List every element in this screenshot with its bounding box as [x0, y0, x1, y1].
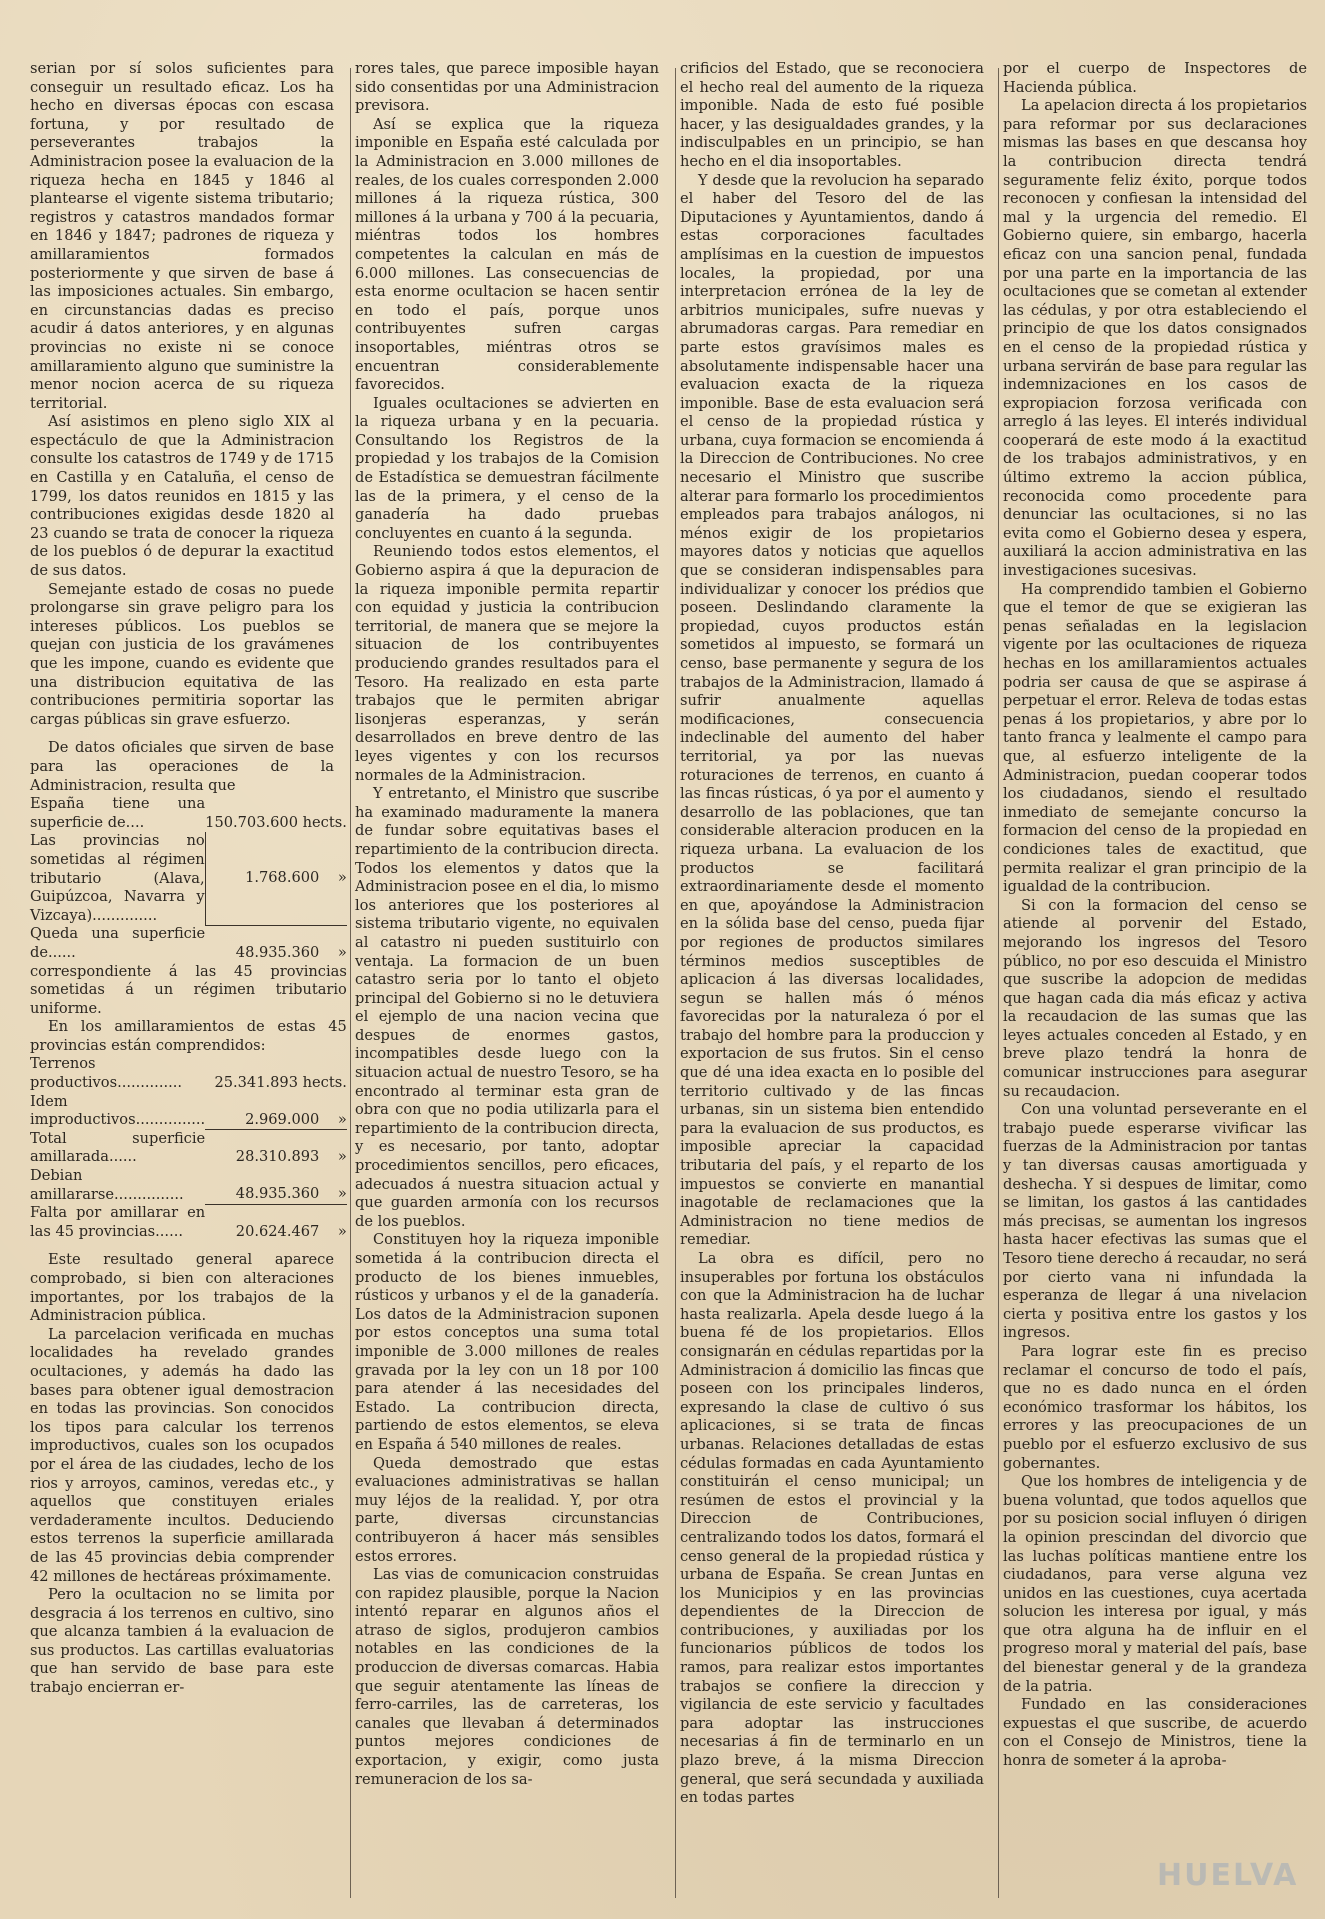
paragraph: Iguales ocultaciones se advierten en la riqueza urbana y en la pecuaria. Consultando los Registros de la propiedad y los trabajos de la Comision de Estadística se demuestran fácilmente las de la primera, y el censo de la ganadería ha dado pruebas concluyentes en cuanto á la segunda. [355, 394, 659, 542]
paragraph: Semejante estado de cosas no puede prolongarse sin grave peligro para los intereses públicos. Los pueblos se quejan con justicia de los gravámenes que les impone, cuando es evidente que una distribucion equitativa de las contribuciones permitiria soportar las cargas públicas sin grave esfuerzo. [30, 580, 334, 728]
stats-row [30, 795, 347, 832]
stats-label: Queda una superficie de...... [30, 925, 206, 961]
paragraph: Este resultado general aparece comprobado, si bien con alteraciones importantes, por los trabajos de la Administracion pública. [30, 1251, 334, 1325]
stats-intro: En los amillaramientos de estas 45 provincias están comprendidos: [30, 1018, 347, 1054]
paragraph: La apelacion directa á los propietarios para reformar por sus declaraciones mismas las bases en que descansa hoy la contribucion directa tendrá seguramente feliz éxito, porque todos reconocen y confiesan la intensidad del mal y la urgencia del remedio. El Gobierno quiere, sin embargo, hacerla eficaz con una sancion penal, fundada por una parte en la importancia de las ocultaciones que se cometan al extender las cédulas, y por otra estableciendo el principio de que los datos consignados en el censo de la propiedad rústica y urbana servirán de base para regular las indemnizaciones en los casos de expropiacion forzosa verificada con arreglo á las leyes. El interés individual cooperará de este modo á la exactitud de los trabajos administrativos, y en último extremo la accion pública, reconocida como procedente para denunciar las ocultaciones, si no las evita como el Gobierno desea y espera, auxiliará la accion administrativa en las investigaciones sucesivas. [1003, 97, 1307, 580]
stats-value: 150.703.600 hects. [205, 813, 347, 831]
paragraph: Queda demostrado que estas evaluaciones administrativas se hallan muy léjos de la realidad. Y, por otra parte, diversas circunstancias contribuyeron á hacer más sensibles estos errores. [355, 1454, 659, 1565]
column-rule [998, 68, 999, 1898]
column-rule [675, 68, 676, 1898]
paragraph: Ha comprendido tambien el Gobierno que el temor de que se exigieran las penas señaladas en la legislacion vigente por las ocultaciones de riqueza hechas en los amillaramientos actuales podria ser causa de que se aspirase á perpetuar el error. Releva de todas estas penas á los propietarios, y abre por lo tanto franca y lealmente el campo para que, al esfuerzo inteligente de la Administracion, puedan cooperar todos los ciudadanos, siendo el resultado inmediato de semejante concurso la formacion del censo de la propiedad en condiciones tales de exactitud, que permita realizar el gran principio de la igualdad de la contribucion. [1003, 580, 1307, 896]
stats-row [30, 832, 347, 925]
paragraph: Que los hombres de inteligencia y de buena voluntad, que todos aquellos que por su posicion social influyen ó dirigen la opinion prescindan del divorcio que las luchas políticas mantiene entre los ciudadanos, para verse alguna vez unidos en las cuestiones, cuya acertada solucion les interesa por igual, y más que otra alguna ha de influir en el progreso moral y material del país, base del bienestar general y de la grandeza de la patria. [1003, 1473, 1307, 1695]
stats-value: 28.310.893 [235, 1148, 320, 1166]
stats-value: 2.969.000 [245, 1110, 320, 1128]
stats-label: Falta por amillarar en las 45 provincias...... [30, 1204, 206, 1240]
library-watermark: HUELVA [1157, 1858, 1299, 1893]
stats-label: Terrenos productivos.............. [30, 1055, 183, 1092]
paragraph: rores tales, que parece imposible hayan sido consentidas por una Administracion previsora. [355, 60, 659, 115]
paragraph: Para lograr este fin es preciso reclamar el concurso de todo el país, que no es dado nunca en el órden económico trasformar los hábitos, los errores y las preocupaciones de un pueblo por el esfuerzo exclusivo de sus gobernantes. [1003, 1342, 1307, 1472]
column-4 [1003, 60, 1307, 1910]
stats-label: España tiene una superficie de.... [30, 795, 206, 831]
paragraph: De datos oficiales que sirven de base para las operaciones de la Administracion, resulta que [30, 739, 334, 794]
stats-row [30, 1093, 347, 1130]
paragraph: Fundado en las consideraciones expuestas el que suscribe, de acuerdo con el Consejo de Ministros, tiene la honra de someter á la aproba- [1003, 1696, 1307, 1770]
stats-value: 48.935.360 [235, 943, 320, 961]
paragraph: por el cuerpo de Inspectores de Hacienda pública. [1003, 60, 1307, 96]
stats-value: 25.341.893 hects. [214, 1074, 347, 1092]
ditto-mark: » [337, 943, 347, 961]
stats-label: Debian amillararse............... [30, 1167, 184, 1203]
stats-row [30, 925, 347, 962]
paragraph: crificios del Estado, que se reconociera el hecho real del aumento de la riqueza imponible. Nada de esto fué posible hacer, y las desigualdades grandes, y la indisculpables en un principio, se han hecho en el dia insoportables. [680, 60, 984, 170]
paragraph: Las vias de comunicacion construidas con rapidez plausible, porque la Nacion intentó reparar en algunos años el atraso de siglos, produjeron cambios notables en las condiciones de la produccion de diversas comarcas. Habia que seguir atentamente las líneas de ferro-carriles, las de carreteras, los canales que llevaban á determinados puntos mejores condiciones de exportacion, y exigir, como justa remuneracion de los sa- [355, 1566, 659, 1788]
stats-row [30, 1130, 347, 1167]
paragraph: Así se explica que la riqueza imponible en España esté calculada por la Administracion en 3.000 millones de reales, de los cuales corresponden 2.000 millones á la riqueza rústica, 300 millones á la urbana y 700 á la pecuaria, miéntras todos los hombres competentes la calculan en más de 6.000 millones. Las consecuencias de esta enorme ocultacion se hacen sentir en todo el país, porque unos contribuyentes sufren cargas insoportables, miéntras otros se encuentran considerablemente favorecidos. [355, 115, 659, 394]
newspaper-page [20, 60, 1308, 1910]
ditto-mark: » [337, 1185, 347, 1203]
stats-row [30, 1055, 347, 1092]
stats-row [30, 1204, 347, 1241]
stats-label: Idem improductivos............... [30, 1092, 206, 1129]
column-2 [355, 60, 659, 1910]
stats-row [30, 1167, 347, 1204]
ditto-mark: » [337, 1222, 347, 1240]
stats-label: Total superficie amillarada...... [30, 1129, 206, 1166]
paragraph: Y entretanto, el Ministro que suscribe ha examinado maduramente la manera de fundar sobre equitativas bases el repartimiento de la contribucion directa. Todos los elementos y datos que la Administracion posee en el dia, lo mismo los anteriores que los posteriores al sistema tributario vigente, no equivalen al catastro ni pueden sustituirlo con ventaja. La formacion de un buen catastro seria por lo tanto el objeto principal del Gobierno si no le detuviera el ejemplo de una nacion vecina que despues de enormes gastos, incompatibles desde luego con la situacion actual de nuestro Tesoro, se ha encontrado al terminar esta gran de obra con que no podia utilizarla para el repartimiento de la contribucion directa, y es necesario, por tanto, adoptar procedimientos sencillos, pero eficaces, adecuados á nuestra situacion actual y que guarden armonía con los recursos de los pueblos. [355, 785, 659, 1230]
paragraph: Si con la formacion del censo se atiende al porvenir del Estado, mejorando los ingresos del Tesoro público, no por eso descuida el Ministro que suscribe la adopcion de medidas que hagan cada dia más eficaz y activa la recaudacion de las sumas que las leyes actuales conceden al Estado, y en breve plazo tendrá la honra de comunicar instrucciones para asegurar su recaudacion. [1003, 896, 1307, 1100]
ditto-mark: » [337, 1148, 347, 1166]
stats-value: 1.768.600 [245, 869, 320, 887]
ditto-mark: » [337, 869, 347, 887]
paragraph: La obra es difícil, pero no insuperables por fortuna los obstáculos con que la Administracion ha de luchar hasta realizarla. Apela desde luego á la buena fé de los propietarios. Ellos consignarán en cédulas repartidas por la Administracion á domicilio las fincas que poseen con los principales linderos, expresando la clase de cultivo ó sus aplicaciones, si se trata de fincas urbanas. Relaciones detalladas de estas cédulas formadas en cada Ayuntamiento constituirán el censo municipal; un resúmen de estos el provincial y la Direccion de Contribuciones, centralizando todos los datos, formará el censo general de la propiedad rústica y urbana de España. Se crean Juntas en los Municipios y en las provincias dependientes de la Direccion de contribuciones, y auxiliadas por los funcionarios públicos de todos los ramos, para realizar estos importantes trabajos se confiere la direccion y vigilancia de este servicio y facultades para adoptar las instrucciones necesarias á fin de terminarlo en un plazo breve, á la misma Direccion general, que será secundada y auxiliada en todas partes [680, 1250, 984, 1807]
column-rule [350, 68, 351, 1898]
paragraph: Pero la ocultacion no se limita por desgracia á los terrenos en cultivo, sino que alcanza tambien á la evaluacion de sus productos. Las cartillas evaluatorias que han servido de base para este trabajo encierran er- [30, 1586, 334, 1697]
stats-note: correspondiente á las 45 provincias sometidas á un régimen tributario uniforme. [30, 962, 347, 1017]
paragraph: serian por sí solos suficientes para conseguir un resultado eficaz. Los ha hecho en diversas épocas con escasa fortuna, y por resultado de perseverantes trabajos la Administracion posee la evaluacion de la riqueza hecha en 1845 y 1846 al plantearse el vigente sistema tributario; registros y catastros mandados formar en 1846 y 1847; padrones de riqueza y amillaramientos formados posteriormente y que sirven de base á las imposiciones actuales. Sin embargo, en circunstancias dadas es preciso acudir á datos anteriores, y en algunas provincias no existe ni se conoce amillaramiento alguno que suministre la menor nocion acerca de su riqueza territorial. [30, 60, 334, 412]
paragraph: Constituyen hoy la riqueza imponible sometida á la contribucion directa el producto de los bienes inmuebles, rústicos y urbanos y el de la ganadería. Los datos de la Administracion suponen por estos conceptos una suma total imponible de 3.000 millones de reales gravada por la ley con un 18 por 100 para atender á las necesidades del Estado. La contribucion directa, partiendo de estos elementos, se eleva en España á 540 millones de reales. [355, 1231, 659, 1453]
column-3 [680, 60, 984, 1910]
paragraph: Reuniendo todos estos elementos, el Gobierno aspira á que la depuracion de la riqueza imponible permita repartir con equidad y justicia la contribucion territorial, de manera que se mejore la situacion de los contribuyentes produciendo grandes resultados para el Tesoro. Ha realizado en esta parte trabajos que le permiten abrigar lisonjeras esperanzas, y serán desarrollados en breve dentro de las leyes vigentes y con los recursos normales de la Administracion. [355, 543, 659, 784]
paragraph: Así asistimos en pleno siglo XIX al espectáculo de que la Administracion consulte los catastros de 1749 y de 1715 en Castilla y en Cataluña, el censo de 1799, los datos reunidos en 1815 y las contribuciones exigidas desde 1820 al 23 cuando se trata de conocer la riqueza de los pueblos ó de depurar la exactitud de sus datos. [30, 413, 334, 580]
column-1 [30, 60, 347, 1910]
paragraph: La parcelacion verificada en muchas localidades ha revelado grandes ocultaciones, y además ha dado las bases para obtener igual demostracion en todas las provincias. Son conocidos los tipos para calcular los terrenos improductivos, cuales son los ocupados por el área de las ciudades, lecho de los rios y arroyos, caminos, veredas etc., y aquellos que constituyen eriales verdaderamente incultos. Deduciendo estos terrenos la superficie amillarada de las 45 provincias debia comprender 42 millones de hectáreas próximamente. [30, 1325, 334, 1585]
ditto-mark: » [337, 1110, 347, 1128]
paragraph: Con una voluntad perseverante en el trabajo puede esperarse vivificar las fuerzas de la Administracion por tantas y tan diversas causas amortiguada y deshecha. Y si despues de limitar, como se limitan, los gastos á las cantidades más precisas, se aumentan los ingresos hasta hacer efectivas las sumas que el Tesoro tiene derecho á recaudar, no será por cierto vana ni infundada la esperanza de llegar á una nivelacion cierta y positiva entre los gastos y los ingresos. [1003, 1101, 1307, 1342]
statistics-table [30, 795, 347, 1241]
stats-label: Las provincias no sometidas al régimen tributario (Alava, Guipúzcoa, Navarra y Vizcaya).............. [30, 832, 205, 924]
stats-value: 48.935.360 [235, 1185, 320, 1203]
stats-value: 20.624.467 [235, 1222, 320, 1240]
paragraph: Y desde que la revolucion ha separado el haber del Tesoro del de las Diputaciones y Ayuntamientos, dando á estas corporaciones facultades amplísimas en la cuestion de impuestos locales, la propiedad, por una interpretacion errónea de la ley de arbitrios municipales, sufre nuevas y abrumadoras cargas. Para remediar en parte estos gravísimos males es absolutamente indispensable hacer una evaluacion exacta de la riqueza imponible. Base de esta evaluacion será el censo de la propiedad rústica y urbana, cuya formacion se encomienda á la Direccion de Contribuciones. No cree necesario el Ministro que suscribe alterar para formarlo los procedimientos empleados para trabajos análogos, ni ménos exigir de los propietarios mayores datos y noticias que aquellos que se consideran indispensables para individualizar y conocer los prédios que poseen. Deslindando claramente la propiedad, cuyos productos están sometidos al impuesto, se formará un censo, base permanente y segura de los trabajos de la Administracion, llamado á sufrir anualmente aquellas modificaciones, consecuencia indeclinable del aumento del haber territorial, ya por las nuevas roturaciones de terrenos, en cuanto á las fincas rústicas, ó ya por el aumento y desarrollo de las poblaciones, que tan considerable alteracion producen en la riqueza urbana. La evaluacion de los productos se facilitará extraordinariamente desde el momento en que, apoyándose la Administracion en la sólida base del censo, pueda fijar por regiones de productos similares términos medios susceptibles de aplicacion á las diversas localidades, segun se hallen más ó ménos favorecidas por la naturaleza ó por el trabajo del hombre para la produccion y exportacion de sus frutos. Sin el censo que dé una idea exacta en lo posible del territorio cultivado y de las fincas urbanas, sin un sistema bien entendido para la evaluacion de sus productos, es imposible apreciar la capacidad tributaria del país, y el reparto de los impuestos se convierte en manantial inagotable de reclamaciones que la Administracion no tiene medios de remediar. [680, 171, 985, 1249]
